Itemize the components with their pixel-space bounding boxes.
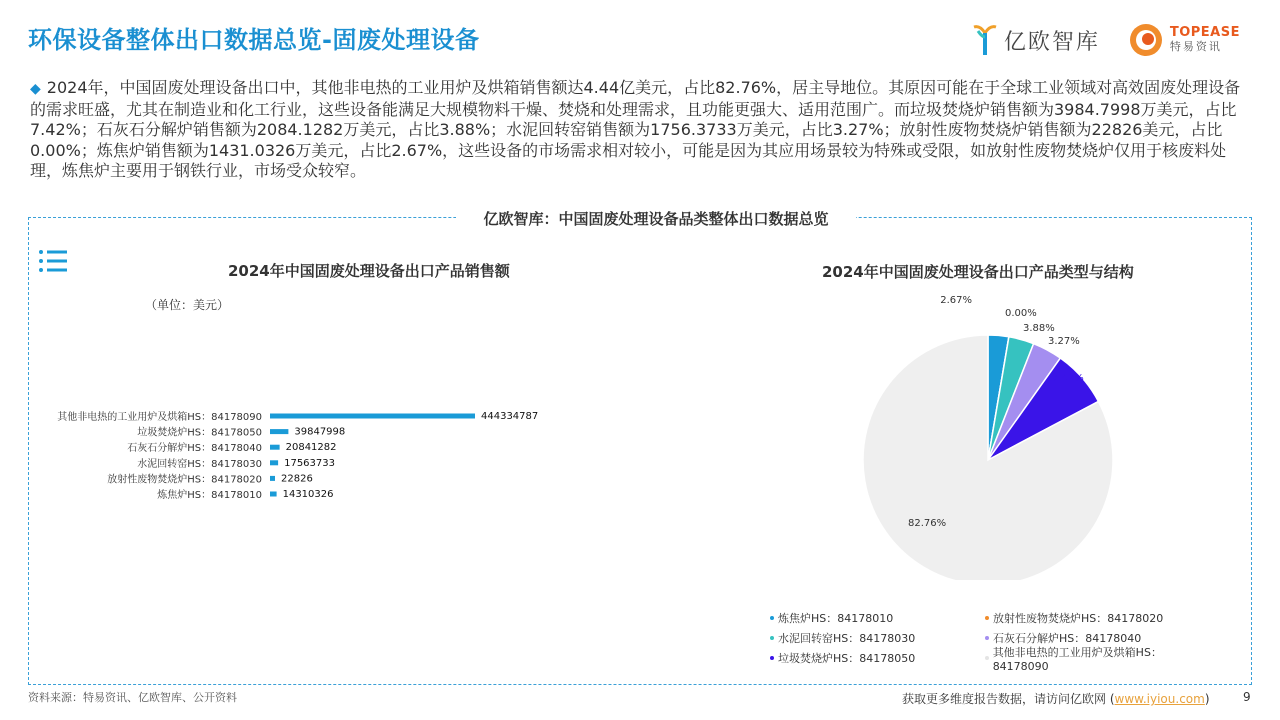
summary-text: 2024年，中国固废处理设备出口中，其他非电热的工业用炉及烘箱销售额达4.44亿美元，占比82.76%，居主导地位。其原因可能在于全球工业领域对高效固废处理设备的需求旺盛，尤其在制造业和化工行业，这些设备能满足大规模物料干燥、焚烧和处理需求，且功能更强大、适用范围广。而垃圾焚烧炉销售额为3984.7998万美元，占比7.42%；石灰石分解炉销售额为2084.1282万美元，占比3.88%；水泥回转窑销售额为1756.3733万美元，占比3.27%；放射性废物焚烧炉销售额为22826美元，占比0.00%；炼焦炉销售额为1431.0326万美元，占比2.67%，这些设备的市场需求相对较小，可能是因为其应用场景较为特殊或受限，如放射性废物焚烧炉仅用于核废料处理，炼焦炉主要用于钢铁行业，市场受众较窄。 <box>30 78 1241 180</box>
bar-value-label: 14310326 <box>282 489 334 500</box>
topease-logo <box>1128 22 1240 58</box>
iyiou-link[interactable]: www.iyiou.com <box>1114 692 1205 706</box>
yiou-logo-icon <box>972 23 998 57</box>
legend-item: 炼焦炉HS：84178010 <box>770 610 985 626</box>
pie-slice-label: 3.27% <box>1048 336 1080 347</box>
pie-chart <box>840 280 1140 580</box>
summary-paragraph <box>30 78 1255 182</box>
bar-category-label: 放射性废物焚烧炉HS：84178020 <box>107 474 262 486</box>
legend-item: 垃圾焚烧炉HS：84178050 <box>770 650 985 666</box>
legend-dot <box>985 636 989 640</box>
bar <box>270 460 278 465</box>
legend-dot <box>770 656 774 660</box>
bar-category-label: 其他非电热的工业用炉及烘箱HS：84178090 <box>57 412 262 423</box>
bar-category-label: 炼焦炉HS：84178010 <box>157 490 262 501</box>
pie-legend <box>770 608 1240 673</box>
legend-item: 放射性废物焚烧炉HS：84178020 <box>985 610 1200 626</box>
legend-item: 水泥回转窑HS：84178030 <box>770 630 985 646</box>
pie-chart-title: 2024年中国固废处理设备出口产品类型与结构 <box>822 263 1134 281</box>
bar-value-label: 20841282 <box>285 442 337 454</box>
bar-chart <box>30 400 590 510</box>
bar-category-label: 垃圾焚烧炉HS：84178050 <box>137 427 262 439</box>
pie-slice-label: 0.00% <box>1005 308 1037 319</box>
bar-chart-title: 2024年中国固废处理设备出口产品销售额 <box>228 262 510 280</box>
topease-logo-icon <box>1128 22 1164 58</box>
bar <box>270 429 288 434</box>
yiou-logo <box>972 23 1100 57</box>
pie-slice-label: 3.88% <box>1023 323 1055 334</box>
bar-category-label: 水泥回转窑HS：84178030 <box>137 458 262 470</box>
bar-chart-unit: （单位：美元） <box>145 298 230 312</box>
legend-dot <box>985 616 989 620</box>
legend-dot <box>985 656 989 660</box>
logo-area <box>972 16 1240 64</box>
list-menu-icon <box>38 248 68 274</box>
page-title: 环保设备整体出口数据总览-固废处理设备 <box>28 26 480 54</box>
bar-value-label: 39847998 <box>294 426 346 438</box>
topease-logo-en: TOPEASE <box>1169 25 1240 40</box>
legend-dot <box>770 636 774 640</box>
pie-slice-label: 82.76% <box>908 518 947 529</box>
footer-more: 获取更多维度报告数据，请访问亿欧网 (www.iyiou.com) <box>902 692 1210 706</box>
frame-title: 亿欧智库：中国固废处理设备品类整体出口数据总览 <box>456 208 856 231</box>
bar-value-label: 444334787 <box>481 411 539 422</box>
bar <box>270 476 275 481</box>
bar <box>270 445 280 450</box>
legend-item: 其他非电热的工业用炉及烘箱HS：84178090 <box>985 644 1200 673</box>
legend-item: 石灰石分解炉HS：84178040 <box>985 630 1200 646</box>
page-number: 9 <box>1243 690 1251 704</box>
pie-slice-label: 7.42% <box>1052 373 1084 384</box>
diamond-bullet-icon: ◆ <box>30 81 41 97</box>
bar <box>270 492 277 497</box>
pie-slice-label: 2.67% <box>940 295 972 306</box>
bar-value-label: 22826 <box>281 473 313 485</box>
legend-dot <box>770 616 774 620</box>
yiou-logo-text: 亿欧智库 <box>1003 29 1100 55</box>
source-note: 资料来源：特易资讯、亿欧智库、公开资料 <box>28 691 237 704</box>
topease-logo-cn: 特易资讯 <box>1169 40 1222 53</box>
bar <box>270 414 475 419</box>
bar-value-label: 17563733 <box>284 457 336 469</box>
bar-category-label: 石灰石分解炉HS：84178040 <box>127 443 262 455</box>
